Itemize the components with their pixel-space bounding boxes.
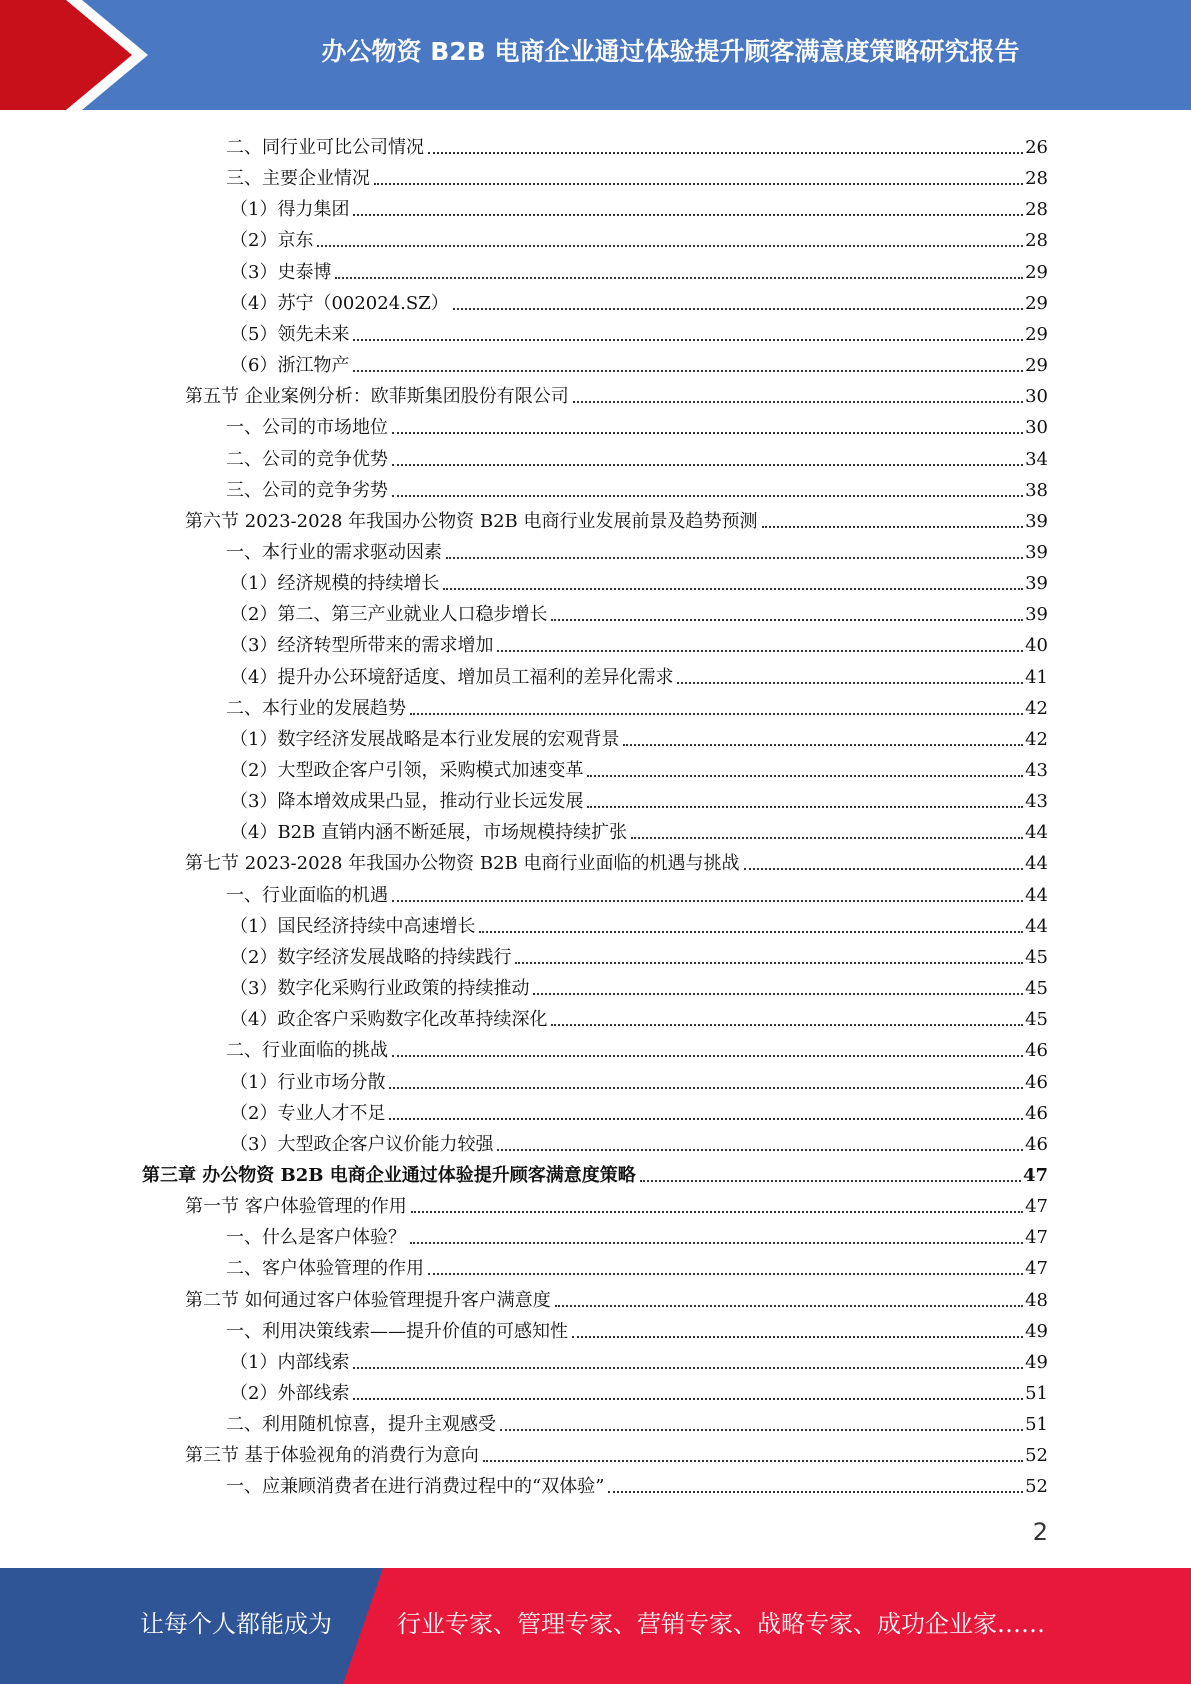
toc-entry[interactable] — [230, 221, 1048, 252]
toc-entry-title: （2）专业人才不足 — [230, 1102, 386, 1124]
toc-entry-title: 一、利用决策线索——提升价值的可感知性 — [226, 1320, 568, 1342]
toc-leader-dots — [497, 650, 1023, 652]
toc-entry[interactable] — [230, 938, 1048, 969]
toc-leader-dots — [446, 557, 1023, 559]
toc-entry-title: 第二节 如何通过客户体验管理提升客户满意度 — [185, 1289, 551, 1311]
toc-entry-title: （1）国民经济持续中高速增长 — [230, 915, 476, 937]
toc-entry[interactable] — [230, 782, 1048, 813]
toc-leader-dots — [353, 214, 1023, 216]
toc-entry-page: 42 — [1025, 728, 1048, 750]
toc-entry[interactable] — [230, 564, 1048, 595]
toc-entry[interactable] — [230, 969, 1048, 1000]
report-title: 办公物资 B2B 电商企业通过体验提升顾客满意度策略研究报告 — [321, 37, 1020, 66]
toc-entry-title: 二、利用随机惊喜，提升主观感受 — [226, 1414, 496, 1436]
toc-leader-dots — [631, 837, 1023, 839]
toc-entry[interactable] — [226, 1312, 1048, 1343]
toc-leader-dots — [479, 931, 1023, 933]
toc-entry[interactable] — [230, 751, 1048, 782]
toc-leader-dots — [762, 526, 1024, 528]
toc-entry-page: 29 — [1025, 292, 1048, 314]
toc-entry-title: （6）浙江物产 — [230, 355, 350, 377]
toc-leader-dots — [353, 1367, 1023, 1369]
toc-entry[interactable] — [226, 1467, 1048, 1498]
toc-leader-dots — [392, 464, 1023, 466]
toc-entry-page: 47 — [1022, 1164, 1048, 1186]
toc-entry-title: （2）第二、第三产业就业人口稳步增长 — [230, 604, 548, 626]
toc-entry-page: 45 — [1025, 1009, 1048, 1031]
toc-entry-title: （3）史泰博 — [230, 261, 332, 283]
toc-entry-page: 29 — [1025, 261, 1048, 283]
toc-entry-title: 三、公司的竞争劣势 — [226, 479, 388, 501]
toc-entry-title: （3）数字化采购行业政策的持续推动 — [230, 978, 530, 1000]
toc-leader-dots — [483, 1460, 1023, 1462]
toc-entry-page: 43 — [1025, 791, 1048, 813]
toc-leader-dots — [551, 619, 1023, 621]
toc-entry[interactable] — [185, 1281, 1048, 1312]
toc-leader-dots — [410, 713, 1023, 715]
toc-entry-page: 39 — [1025, 604, 1048, 626]
toc-entry-page: 52 — [1025, 1445, 1048, 1467]
toc-entry[interactable] — [226, 408, 1048, 439]
toc-leader-dots — [335, 277, 1023, 279]
toc-entry-page: 47 — [1025, 1196, 1048, 1218]
toc-leader-dots — [500, 1429, 1023, 1431]
toc-entry-page: 28 — [1025, 168, 1048, 190]
toc-entry-title: （1）行业市场分散 — [230, 1071, 386, 1093]
toc-entry-title: 二、同行业可比公司情况 — [226, 137, 424, 158]
toc-entry-page: 42 — [1025, 697, 1048, 719]
toc-entry-page: 43 — [1025, 760, 1048, 781]
toc-entry-page: 41 — [1025, 666, 1048, 688]
toc-entry-page: 44 — [1025, 853, 1048, 875]
toc-entry-title: （2）数字经济发展战略的持续践行 — [230, 946, 512, 968]
toc-entry-page: 29 — [1025, 355, 1048, 377]
toc-entry[interactable] — [230, 1063, 1048, 1094]
toc-entry[interactable] — [142, 1156, 1048, 1187]
footer-band — [0, 1568, 1191, 1684]
toc-entry-page: 47 — [1025, 1258, 1048, 1280]
toc-entry-title: （1）经济规模的持续增长 — [230, 573, 440, 595]
toc-entry[interactable] — [230, 1125, 1048, 1156]
toc-leader-dots — [587, 775, 1023, 777]
toc-leader-dots — [572, 1336, 1023, 1338]
toc-entry-title: 二、本行业的发展趋势 — [226, 697, 406, 719]
toc-entry-page: 46 — [1025, 1133, 1048, 1155]
toc-entry-title: （3）经济转型所带来的需求增加 — [230, 635, 494, 657]
toc-entry[interactable] — [230, 284, 1048, 315]
toc-entry[interactable] — [185, 1436, 1048, 1467]
toc-entry-title: 三、主要企业情况 — [226, 168, 370, 190]
header-band — [0, 0, 1191, 110]
toc-entry[interactable] — [185, 502, 1048, 533]
toc-entry-page: 44 — [1025, 884, 1048, 906]
toc-entry[interactable] — [230, 253, 1048, 284]
toc-entry-title: （2）大型政企客户引领，采购模式加速变革 — [230, 760, 584, 781]
toc-leader-dots — [555, 1305, 1023, 1307]
header-arrow-icon — [0, 0, 160, 110]
toc-leader-dots — [410, 1242, 1023, 1244]
toc-entry-title: 第三节 基于体验视角的消费行为意向 — [185, 1445, 479, 1467]
toc-leader-dots — [515, 962, 1023, 964]
toc-entry-page: 38 — [1025, 479, 1048, 501]
toc-leader-dots — [428, 152, 1023, 154]
toc-entry[interactable] — [226, 1405, 1048, 1436]
footer-slogan-right: 行业专家、管理专家、营销专家、战略专家、成功企业家…… — [397, 1610, 1045, 1638]
toc-entry-title: （3）大型政企客户议价能力较强 — [230, 1133, 494, 1155]
toc-entry-page: 46 — [1025, 1102, 1048, 1124]
toc-entry-title: （1）得力集团 — [230, 199, 350, 221]
toc-entry[interactable] — [185, 844, 1048, 875]
toc-entry-title: （4）提升办公环境舒适度、增加员工福利的差异化需求 — [230, 666, 674, 688]
toc-entry-title: （2）外部线索 — [230, 1383, 350, 1404]
toc-leader-dots — [551, 1024, 1023, 1026]
toc-entry[interactable] — [230, 813, 1048, 844]
toc-leader-dots — [392, 900, 1023, 902]
toc-entry-page: 30 — [1025, 386, 1048, 408]
toc-entry-title: 第三章 办公物资 B2B 电商企业通过体验提升顾客满意度策略 — [142, 1164, 636, 1186]
toc-entry-page: 39 — [1025, 541, 1048, 563]
toc-entry[interactable] — [230, 1374, 1048, 1405]
toc-entry[interactable] — [226, 689, 1048, 720]
toc-entry[interactable] — [230, 315, 1048, 346]
toc-entry-title: （2）京东 — [230, 230, 314, 252]
toc-entry-title: 第七节 2023-2028 年我国办公物资 B2B 电商行业面临的机遇与挑战 — [185, 853, 740, 875]
toc-entry-title: 二、行业面临的挑战 — [226, 1040, 388, 1062]
toc-entry-page: 51 — [1025, 1383, 1048, 1404]
toc-entry[interactable] — [230, 346, 1048, 377]
toc-entry-title: 一、应兼顾消费者在进行消费过程中的“双体验” — [226, 1476, 605, 1498]
toc-leader-dots — [411, 1211, 1023, 1213]
toc-entry-page: 49 — [1025, 1320, 1048, 1342]
toc-entry-page: 34 — [1025, 448, 1048, 470]
toc-leader-dots — [317, 245, 1023, 247]
toc-entry-page: 46 — [1025, 1071, 1048, 1093]
toc-entry[interactable] — [226, 159, 1048, 190]
toc-entry-title: 一、公司的市场地位 — [226, 417, 388, 439]
toc-entry-page: 29 — [1025, 323, 1048, 345]
toc-entry-title: 第五节 企业案例分析：欧菲斯集团股份有限公司 — [185, 386, 569, 408]
toc-entry-title: 一、本行业的需求驱动因素 — [226, 541, 442, 563]
toc-entry-title: 二、客户体验管理的作用 — [226, 1258, 424, 1280]
toc-entry-page: 28 — [1025, 230, 1048, 252]
toc-leader-dots — [744, 868, 1024, 870]
toc-entry-page: 44 — [1025, 915, 1048, 937]
toc-entry[interactable] — [230, 626, 1048, 657]
toc-entry[interactable] — [230, 1094, 1048, 1125]
toc-leader-dots — [453, 308, 1023, 310]
toc-entry-title: （4）苏宁（002024.SZ） — [230, 292, 449, 314]
toc-entry-page: 52 — [1025, 1476, 1048, 1498]
toc-leader-dots — [428, 1273, 1023, 1275]
toc-leader-dots — [623, 744, 1023, 746]
toc-entry[interactable] — [230, 190, 1048, 221]
toc-entry[interactable] — [230, 1343, 1048, 1374]
toc-entry[interactable] — [226, 1218, 1048, 1249]
toc-entry-title: 二、公司的竞争优势 — [226, 448, 388, 470]
toc-entry[interactable] — [226, 533, 1048, 564]
toc-entry-title: （4）B2B 直销内涵不断延展，市场规模持续扩张 — [230, 822, 628, 844]
toc-entry-title: （5）领先未来 — [230, 323, 350, 345]
footer-slogan-left: 让每个人都能成为 — [140, 1610, 332, 1638]
toc-leader-dots — [353, 1398, 1023, 1400]
toc-entry[interactable] — [226, 1249, 1048, 1280]
toc-entry-page: 28 — [1025, 199, 1048, 221]
toc-leader-dots — [573, 401, 1023, 403]
toc-entry[interactable] — [226, 471, 1048, 502]
toc-leader-dots — [640, 1180, 1021, 1182]
toc-leader-dots — [587, 806, 1023, 808]
toc-entry-page: 40 — [1025, 635, 1048, 657]
toc-entry[interactable] — [230, 907, 1048, 938]
toc-leader-dots — [533, 993, 1023, 995]
toc-entry-title: （4）政企客户采购数字化改革持续深化 — [230, 1009, 548, 1031]
toc-entry-title: （3）降本增效成果凸显，推动行业长远发展 — [230, 791, 584, 813]
toc-leader-dots — [389, 1087, 1023, 1089]
toc-leader-dots — [389, 1118, 1023, 1120]
toc-entry-page: 26 — [1025, 137, 1048, 158]
toc-leader-dots — [392, 495, 1023, 497]
toc-entry[interactable] — [226, 128, 1048, 159]
toc-leader-dots — [497, 1149, 1023, 1151]
toc-entry-page: 48 — [1025, 1289, 1048, 1311]
toc-leader-dots — [374, 183, 1023, 185]
toc-leader-dots — [443, 588, 1023, 590]
toc-entry-title: （1）内部线索 — [230, 1351, 350, 1373]
toc-entry[interactable] — [230, 720, 1048, 751]
toc-entry-page: 30 — [1025, 417, 1048, 439]
toc-entry-title: （1）数字经济发展战略是本行业发展的宏观背景 — [230, 728, 620, 750]
toc-entry[interactable] — [226, 876, 1048, 907]
page-number: 2 — [1032, 1518, 1048, 1546]
toc-entry[interactable] — [185, 377, 1048, 408]
toc-entry[interactable] — [230, 1000, 1048, 1031]
toc-entry[interactable] — [185, 1187, 1048, 1218]
toc-entry-title: 一、行业面临的机遇 — [226, 884, 388, 906]
toc-leader-dots — [392, 1055, 1023, 1057]
toc-leader-dots — [608, 1491, 1023, 1493]
toc-entry[interactable] — [226, 1031, 1048, 1062]
toc-entry-page: 51 — [1025, 1414, 1048, 1436]
toc-leader-dots — [353, 370, 1023, 372]
toc-entry-page: 47 — [1025, 1227, 1048, 1249]
toc-entry-page: 44 — [1025, 822, 1048, 844]
toc-entry-page: 46 — [1025, 1040, 1048, 1062]
toc-entry-page: 45 — [1025, 978, 1048, 1000]
toc-entry[interactable] — [230, 658, 1048, 689]
toc-entry[interactable] — [230, 595, 1048, 626]
toc-leader-dots — [677, 682, 1023, 684]
toc-entry-title: 一、什么是客户体验？ — [226, 1227, 406, 1249]
toc-entry-page: 45 — [1025, 946, 1048, 968]
toc-leader-dots — [392, 432, 1023, 434]
toc-entry-page: 39 — [1025, 510, 1048, 532]
toc-entry-page: 39 — [1025, 573, 1048, 595]
toc-entry-title: 第六节 2023-2028 年我国办公物资 B2B 电商行业发展前景及趋势预测 — [185, 510, 758, 532]
toc-leader-dots — [353, 339, 1023, 341]
toc-entry[interactable] — [226, 440, 1048, 471]
toc-entry-title: 第一节 客户体验管理的作用 — [185, 1196, 407, 1218]
toc-entry-page: 49 — [1025, 1351, 1048, 1373]
